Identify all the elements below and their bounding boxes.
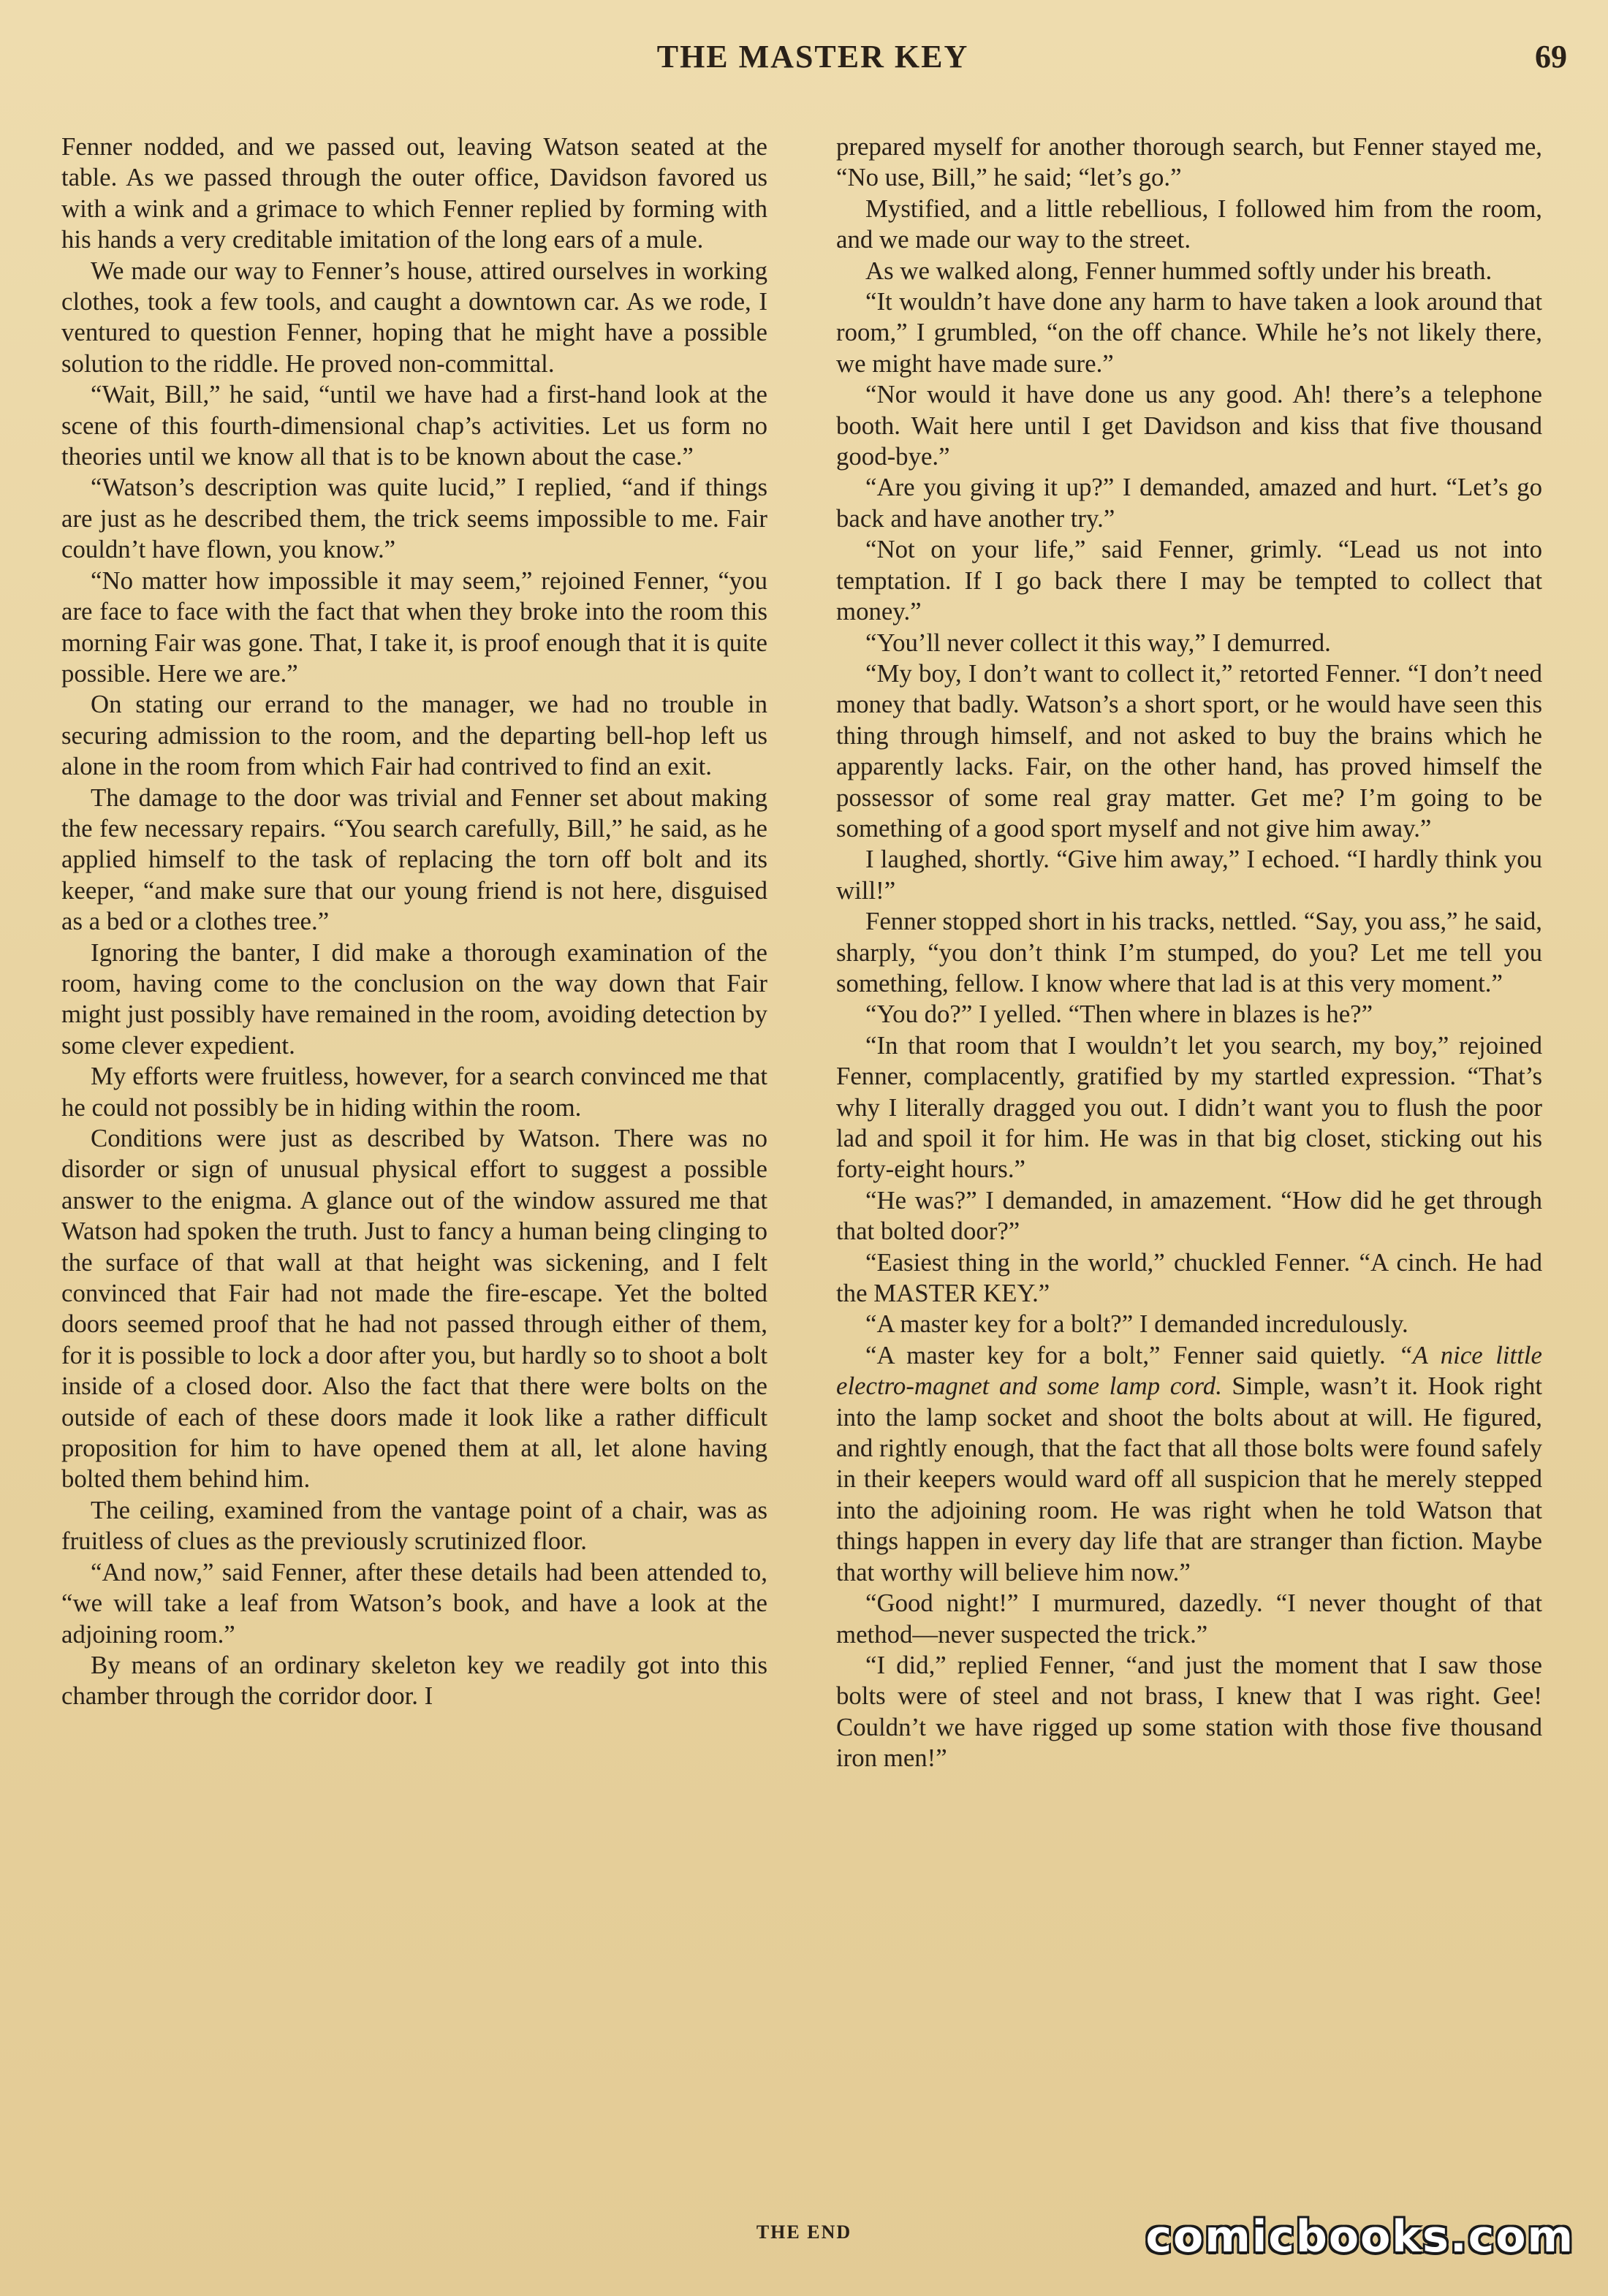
paragraph: The damage to the door was trivial and Fenner set about making the few necessary repairs. “You search carefully, Bill,” he said, as he applied himself to the task of replacing the torn off bolt and its keeper, “and make sure that our young friend is not here, disguised as a bed or a clothes tree.” — [61, 783, 767, 936]
master-key-paragraph — [836, 1340, 1542, 1588]
paragraph: “And now,” said Fenner, after these details had been attended to, “we will take a leaf from Watson’s book, and have a look at the adjoining room.” — [61, 1557, 767, 1649]
the-end-label: THE END — [756, 2221, 852, 2243]
paragraph: By means of an ordinary skeleton key we readily got into this chamber through the corridor door. I — [61, 1650, 767, 1711]
master-key-lead: “A master key for a bolt,” Fenner said quietly. — [865, 1340, 1386, 1369]
running-header — [58, 38, 1567, 82]
paragraph: “My boy, I don’t want to collect it,” retorted Fenner. “I don’t need money that badly. Watson’s a short sport, or he would have seen this thing through himself, and not asked to buy the brains which he apparently lacks. Fair, on the other hand, has proved himself the possessor of some real gray matter. Get me? I’m going to be something of a good sport myself and not give him away.” — [836, 658, 1542, 843]
paragraph: My efforts were fruitless, however, for a search convinced me that he could not possibly be in hiding within the room. — [61, 1062, 767, 1122]
master-key-rest: Simple, wasn’t it. Hook right into the lamp socket and shoot the bolts about at will. He figured, and rightly enough, that the fact that all those bolts were found safely in their keepers would ward off all suspicion that he merely stepped into the adjoining room. He was right when he told Watson that things happen in every day life that are stranger than fiction. Maybe that worthy will believe him now.” — [836, 1372, 1542, 1586]
paragraph: On stating our errand to the manager, we had no trouble in securing admission to the room, and the departing bell-hop left us alone in the room from which Fair had contrived to find an exit. — [61, 690, 767, 781]
paragraph: “Good night!” I murmured, dazedly. “I never thought of that method—never suspected the trick.” — [836, 1589, 1542, 1649]
page-number: 69 — [1535, 39, 1567, 75]
paragraph: “I did,” replied Fenner, “and just the moment that I saw those bolts were of steel and not brass, I knew that I was right. Gee! Couldn’t we have rigged up some station with those five thousand iron men!” — [836, 1650, 1542, 1773]
paragraph: “Wait, Bill,” he said, “until we have had a first-hand look at the scene of this fourth-dimensional chap’s activities. Let us form no theories until we know all that is to be known about the case.” — [61, 380, 767, 471]
paragraph: As we walked along, Fenner hummed softly under his breath. — [865, 256, 1493, 285]
master-key-italic: “A nice little electro-magnet and some lamp cord. — [836, 1340, 1542, 1401]
paragraph: “It wouldn’t have done any harm to have taken a look around that room,” I grumbled, “on the off chance. While he’s not likely there, we might have made sure.” — [836, 287, 1542, 378]
paragraph: I laughed, shortly. “Give him away,” I echoed. “I hardly think you will!” — [836, 845, 1542, 905]
paragraph: “Not on your life,” said Fenner, grimly. “Lead us not into temptation. If I go back there I may be tempted to collect that money.” — [836, 535, 1542, 626]
paragraph: “You’ll never collect it this way,” I demurred. — [865, 628, 1331, 657]
paragraph: “Watson’s description was quite lucid,” I replied, “and if things are just as he described them, the trick seems impossible to me. Fair couldn’t have flown, you know.” — [61, 473, 767, 564]
paragraph: Mystified, and a little rebellious, I followed him from the room, and we made our way to the street. — [836, 194, 1542, 254]
paragraph: “He was?” I demanded, in amazement. “How did he get through that bolted door?” — [836, 1185, 1542, 1246]
paragraph: “No matter how impossible it may seem,” rejoined Fenner, “you are face to face with the fact that when they broke into the room this morning Fair was gone. That, I take it, is proof enough that it is quite possible. Here we are.” — [61, 566, 767, 688]
paragraph: The ceiling, examined from the vantage point of a chair, was as fruitless of clues as the previously scrutinized floor. — [61, 1495, 767, 1556]
paragraph: “Easiest thing in the world,” chuckled Fenner. “A cinch. He had the MASTER KEY.” — [836, 1247, 1542, 1308]
paragraph: Fenner stopped short in his tracks, nettled. “Say, you ass,” he said, sharply, “you don’t think I’m stumped, do you? Let me tell you something, fellow. I know where that lad is at this very moment.” — [836, 907, 1542, 997]
page-title: THE MASTER KEY — [656, 39, 969, 75]
site-watermark: comicbooks.com — [1145, 2211, 1574, 2262]
paragraph: “In that room that I wouldn’t let you search, my boy,” rejoined Fenner, complacently, gratified by my startled expression. “That’s why I literally dragged you out. I didn’t want you to flush the poor lad and spoil it for him. He was in that big closet, sticking out his forty-eight hours.” — [836, 1030, 1542, 1184]
right-column — [836, 132, 1542, 1774]
paragraph: “Are you giving it up?” I demanded, amazed and hurt. “Let’s go back and have another try.” — [836, 473, 1542, 533]
paragraph: prepared myself for another thorough search, but Fenner stayed me, “No use, Bill,” he said; “let’s go.” — [836, 132, 1542, 192]
paragraph: Conditions were just as described by Watson. There was no disorder or sign of unusual physical effort to suggest a possible answer to the enigma. A glance out of the window assured me that Watson had spoken the truth. Just to fancy a human being clinging to the surface of that wall at that height was sickening, and I felt convinced that Fair had not made the fire-escape. Yet the bolted doors seemed proof that he had not passed through either of them, for it is possible to lock a door after you, but hardly so to shoot a bolt inside of a closed door. Also the fact that there were bolts on the outside of each of these doors made it look like a rather difficult proposition for him to have opened them at all, let alone having bolted them behind him. — [61, 1124, 767, 1494]
paragraph: “Nor would it have done us any good. Ah! there’s a telephone booth. Wait here until I get Davidson and kiss that five thousand good-bye.” — [836, 380, 1542, 471]
paragraph: Ignoring the banter, I did make a thorough examination of the room, having come to the conclusion on the way down that Fair might just possibly have remained in the room, avoiding detection by some clever expedient. — [61, 938, 767, 1060]
paragraph: We made our way to Fenner’s house, attired ourselves in working clothes, took a few tools, and caught a downtown car. As we rode, I ventured to question Fenner, hoping that he might have a possible solution to the riddle. He proved non-committal. — [61, 256, 767, 378]
paragraph: “You do?” I yelled. “Then where in blazes is he?” — [865, 1000, 1373, 1029]
paragraph: Fenner nodded, and we passed out, leaving Watson seated at the table. As we passed through the outer office, Davidson favored us with a wink and a grimace to which Fenner replied by forming with his hands a very creditable imitation of the long ears of a mule. — [61, 132, 767, 254]
left-column — [61, 132, 767, 1712]
paragraph: “A master key for a bolt?” I demanded incredulously. — [865, 1309, 1408, 1339]
